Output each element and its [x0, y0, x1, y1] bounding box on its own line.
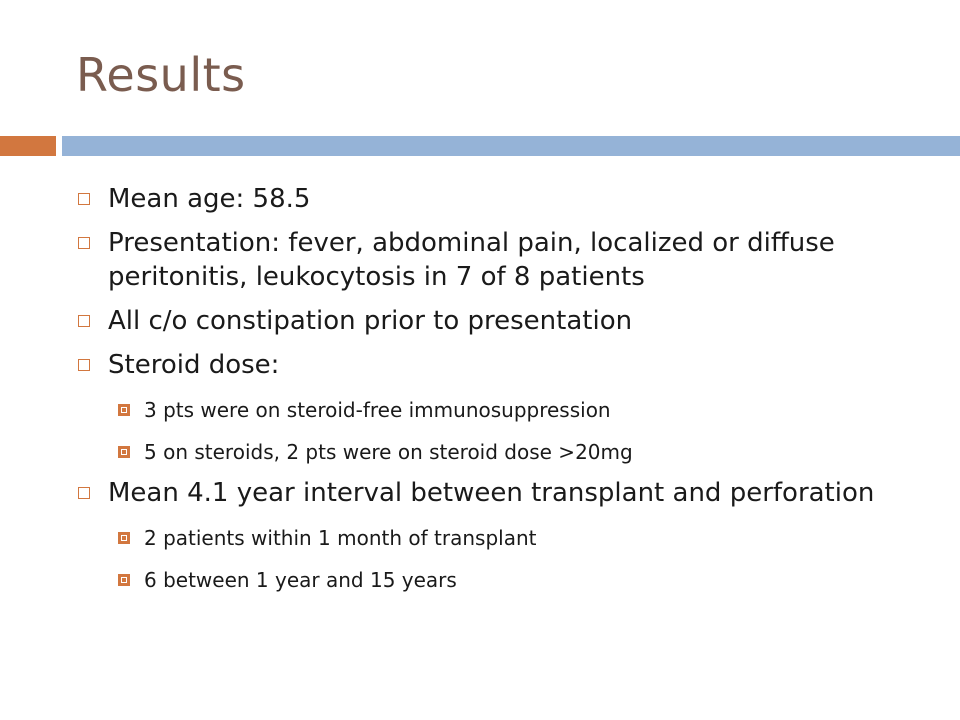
hollow-square-bullet-icon	[78, 359, 90, 371]
bullet-text: Mean 4.1 year interval between transplant and perforation	[108, 478, 875, 508]
hollow-square-bullet-icon	[78, 237, 90, 249]
sub-bullet-steroid-free	[78, 396, 938, 424]
hollow-square-bullet-icon	[78, 315, 90, 327]
sub-bullet-text: 6 between 1 year and 15 years	[144, 568, 457, 592]
bullet-text: Mean age: 58.5	[108, 184, 311, 214]
hollow-square-bullet-icon	[78, 487, 90, 499]
bullet-mean-interval	[78, 476, 938, 510]
bullet-steroid-dose	[78, 348, 938, 382]
sub-bullet-text: 2 patients within 1 month of transplant	[144, 526, 537, 550]
bullet-list	[78, 172, 938, 594]
bullet-text: All c/o constipation prior to presentation	[108, 306, 633, 336]
slide-title: Results	[76, 48, 246, 102]
filled-square-bullet-icon	[118, 404, 130, 416]
bullet-text: Steroid dose:	[108, 350, 280, 380]
sub-bullet-text: 3 pts were on steroid-free immunosuppression	[144, 398, 611, 422]
filled-square-bullet-icon	[118, 446, 130, 458]
header-bar	[62, 136, 960, 156]
sub-bullet-text: 5 on steroids, 2 pts were on steroid dose >20mg	[144, 440, 633, 464]
accent-bar	[0, 136, 56, 156]
filled-square-bullet-icon	[118, 574, 130, 586]
bullet-presentation	[78, 226, 938, 294]
sub-bullet-on-steroids	[78, 438, 938, 466]
sub-bullet-within-month	[78, 524, 938, 552]
filled-square-bullet-icon	[118, 532, 130, 544]
bullet-text: Presentation: fever, abdominal pain, localized or diffuse peritonitis, leukocytosis in 7 of 8 patients	[108, 228, 835, 292]
bullet-constipation	[78, 304, 938, 338]
bullet-mean-age	[78, 182, 938, 216]
sub-bullet-years	[78, 566, 938, 594]
hollow-square-bullet-icon	[78, 193, 90, 205]
